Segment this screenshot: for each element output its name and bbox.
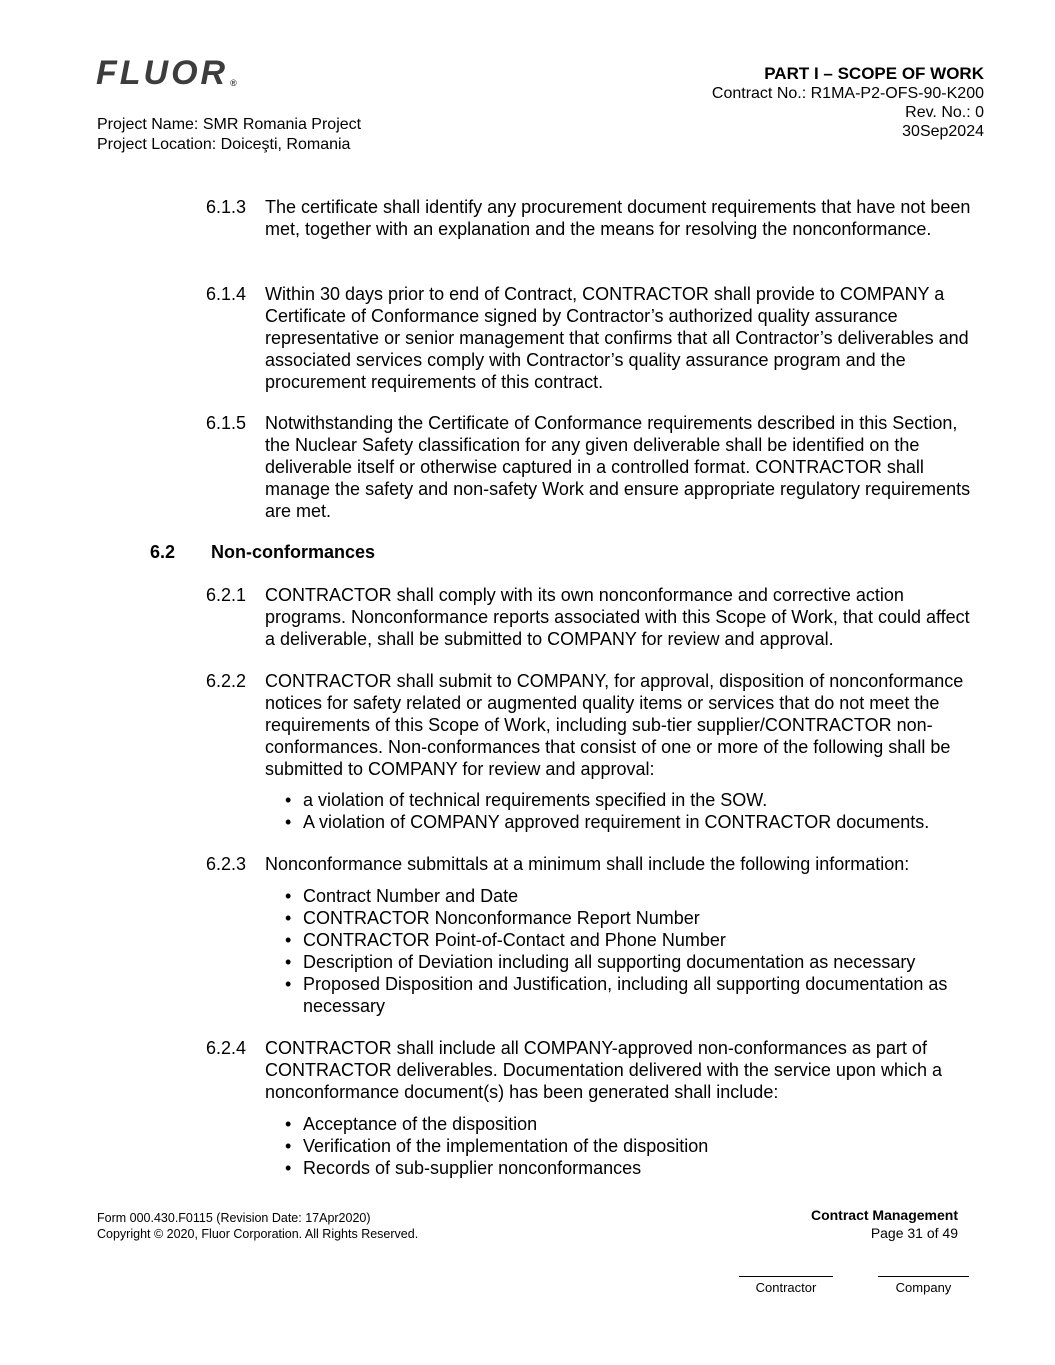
list-item: • Contract Number and Date <box>285 886 519 906</box>
section-title: Non-conformances <box>211 542 376 562</box>
clause-6-2-2 <box>206 670 976 780</box>
clause-text: CONTRACTOR shall comply with its own nonconformance and corrective action programs. Nonconformance reports associated with this Scope of Work, that could affect a deliverable, shall be submitted to COMPANY for review and approval. <box>265 585 970 649</box>
clause-text: CONTRACTOR shall submit to COMPANY, for approval, disposition of nonconformance notices for safety related or augmented quality items or services that do not meet the requirements of this Scope of Work, including sub-tier supplier/CONTRACTOR non-conformances. Non-conformances that consist of one or more of the following shall be submitted to COMPANY for review and approval: <box>265 671 964 779</box>
clause-number: 6.1.4 <box>206 284 247 304</box>
list-item: • A violation of COMPANY approved requirement in CONTRACTOR documents. <box>285 812 930 832</box>
signature-label: Company <box>895 1280 952 1295</box>
list-item: • CONTRACTOR Nonconformance Report Number <box>285 908 700 928</box>
document-header <box>712 64 984 141</box>
bullet-list-6-2-4 <box>285 1113 975 1179</box>
company-signature-block <box>878 1276 969 1295</box>
document-date: 30Sep2024 <box>902 123 984 140</box>
clause-number: 6.2.1 <box>206 585 247 605</box>
footer-page-info <box>811 1206 958 1242</box>
fluor-logo <box>96 56 235 90</box>
revision-number: Rev. No.: 0 <box>905 104 984 121</box>
footer-form-info <box>97 1210 418 1242</box>
clause-6-1-5 <box>206 412 976 522</box>
section-heading-6-2 <box>150 541 376 563</box>
page-number: Page 31 of 49 <box>870 1225 958 1241</box>
logo-text: FLUOR <box>96 54 229 92</box>
clause-6-1-3 <box>206 196 976 240</box>
part-title: PART I – SCOPE OF WORK <box>764 64 984 83</box>
clause-text: Notwithstanding the Certificate of Conformance requirements described in this Section, the Nuclear Safety classification for any given deliverable shall be identified on the deliverable itself or otherwise captured in a controlled format. CONTRACTOR shall manage the safety and non-safety Work and ensure appropriate regulatory requirements are met. <box>265 413 971 521</box>
clause-number: 6.1.3 <box>206 197 247 217</box>
list-item: • a violation of technical requirements specified in the SOW. <box>285 790 768 810</box>
section-name: Contract Management <box>810 1207 958 1223</box>
clause-number: 6.2.2 <box>206 671 247 691</box>
list-item: • Acceptance of the disposition <box>285 1114 538 1134</box>
clause-6-2-1 <box>206 584 976 650</box>
clause-number: 6.2.4 <box>206 1038 247 1058</box>
clause-6-1-4 <box>206 283 976 393</box>
form-number: Form 000.430.F0115 (Revision Date: 17Apr2020) <box>97 1211 371 1225</box>
list-item: • Proposed Disposition and Justification, including all supporting documentation as necessary <box>285 974 948 1016</box>
contractor-signature-block <box>739 1276 833 1295</box>
signature-line <box>739 1276 833 1277</box>
section-number: 6.2 <box>150 542 176 562</box>
registered-mark: ® <box>230 78 237 88</box>
copyright: Copyright © 2020, Fluor Corporation. All Rights Reserved. <box>97 1227 419 1241</box>
signature-label: Contractor <box>755 1280 817 1295</box>
clause-text: CONTRACTOR shall include all COMPANY-approved non-conformances as part of CONTRACTOR deliverables. Documentation delivered with the service upon which a nonconformance document(s) has been generated shall include: <box>265 1038 942 1102</box>
list-item: • Verification of the implementation of the disposition <box>285 1136 709 1156</box>
contract-number: Contract No.: R1MA-P2-OFS-90-K200 <box>711 85 984 102</box>
list-item: • Records of sub-supplier nonconformances <box>285 1158 642 1178</box>
list-item: • CONTRACTOR Point-of-Contact and Phone Number <box>285 930 726 950</box>
clause-6-2-3 <box>206 853 976 875</box>
clause-text: Nonconformance submittals at a minimum shall include the following information: <box>265 854 910 874</box>
project-location: Project Location: Doiceşti, Romania <box>97 136 351 153</box>
bullet-list-6-2-2 <box>285 789 975 833</box>
project-name: Project Name: SMR Romania Project <box>97 116 362 133</box>
clause-text: Within 30 days prior to end of Contract, CONTRACTOR shall provide to COMPANY a Certificate of Conformance signed by Contractor’s authorized quality assurance representative or senior management that confirms that all Contractor’s deliverables and associated services comply with Contractor’s quality assurance program and the procurement requirements of this contract. <box>265 284 969 392</box>
project-info <box>97 115 361 155</box>
bullet-list-6-2-3 <box>285 885 975 1017</box>
clause-text: The certificate shall identify any procurement document requirements that have not been met, together with an explanation and the means for resolving the nonconformance. <box>265 197 971 239</box>
clause-number: 6.2.3 <box>206 854 247 874</box>
list-item: • Description of Deviation including all supporting documentation as necessary <box>285 952 916 972</box>
clause-number: 6.1.5 <box>206 413 247 433</box>
signature-line <box>878 1276 969 1277</box>
clause-6-2-4 <box>206 1037 976 1103</box>
